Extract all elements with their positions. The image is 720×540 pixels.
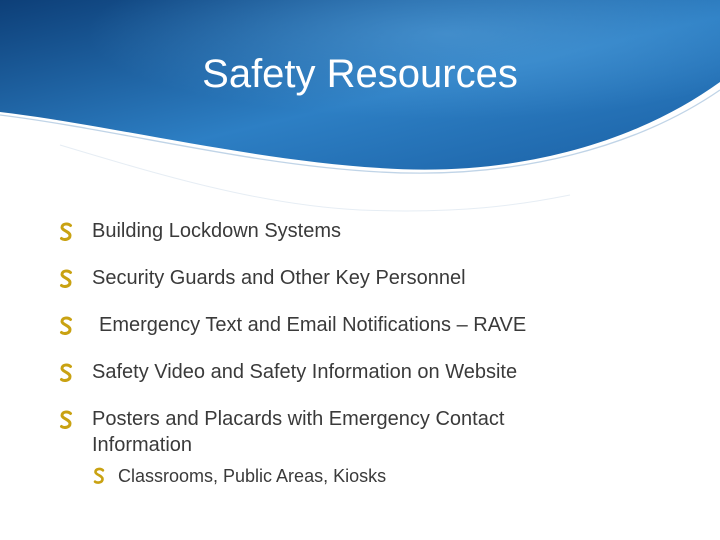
bullet-text: Emergency Text and Email Notifications – RAVE [99, 314, 527, 336]
bullet-text: Safety Video and Safety Information on Website [92, 361, 518, 383]
s-swirl-bullet-icon [58, 363, 74, 383]
bullet-item [30, 265, 690, 291]
bullet-text: Building Lockdown Systems [92, 220, 342, 242]
s-swirl-bullet-icon [92, 467, 106, 485]
s-swirl-bullet-icon [58, 316, 74, 336]
slide-title: Safety Resources [202, 52, 518, 96]
s-swirl-bullet-icon [58, 410, 74, 430]
bullet-item [30, 406, 690, 488]
sub-bullet-text: Classrooms, Public Areas, Kiosks [118, 466, 387, 486]
bullet-list [30, 218, 690, 509]
bullet-item [30, 359, 690, 385]
header-background [0, 0, 720, 215]
bullet-text: Posters and Placards with Emergency Contact Information [92, 408, 505, 456]
sub-bullet-item [92, 464, 690, 488]
bullet-item [30, 218, 690, 244]
s-swirl-bullet-icon [58, 269, 74, 289]
bullet-text: Security Guards and Other Key Personnel [92, 267, 466, 289]
s-swirl-bullet-icon [58, 222, 74, 242]
bullet-item [30, 312, 690, 338]
